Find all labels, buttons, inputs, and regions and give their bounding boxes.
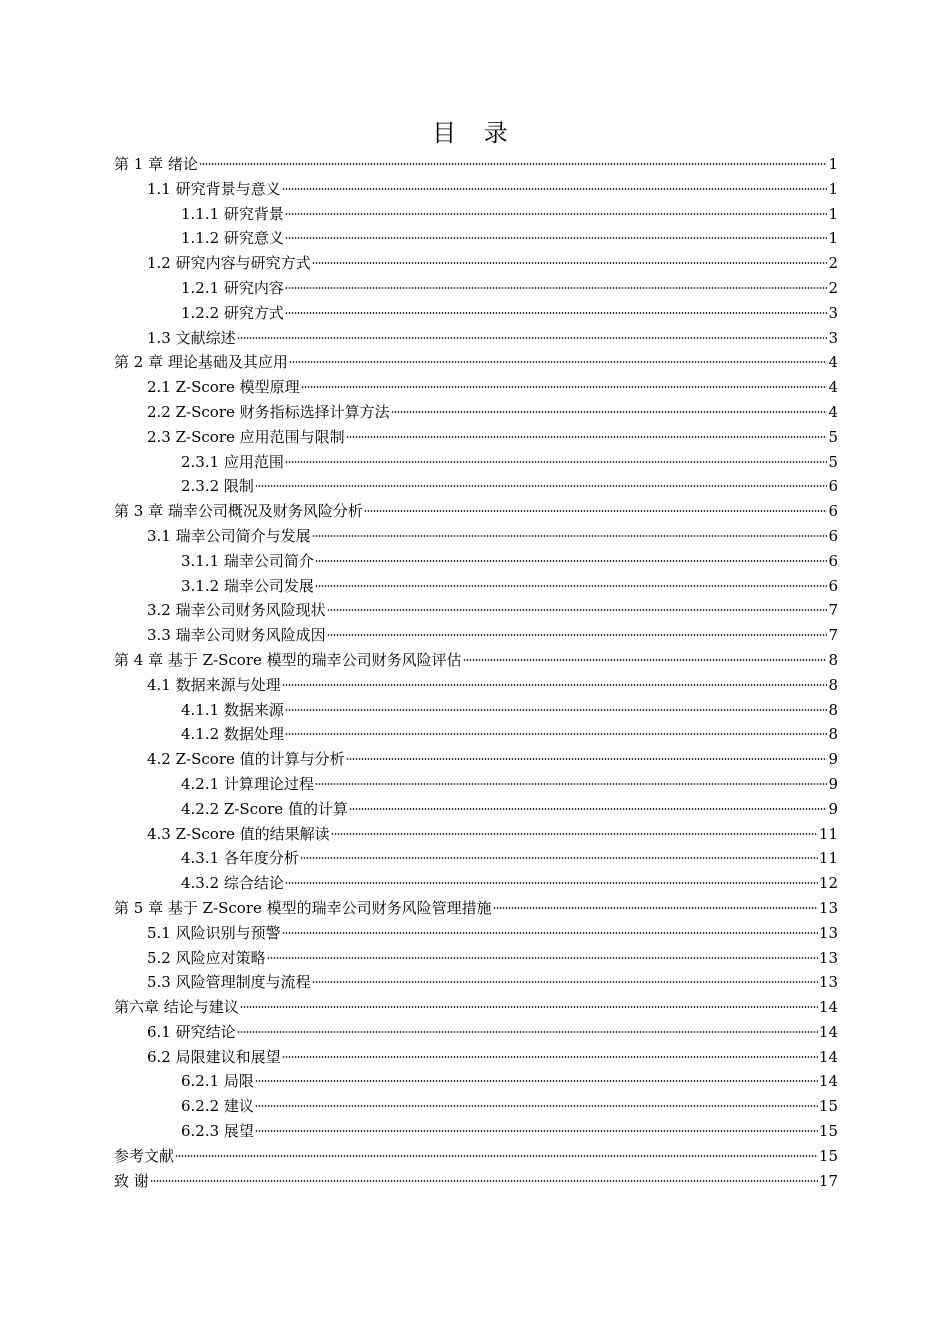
toc-entry[interactable] [114,251,838,276]
toc-entry-page-number: 8 [828,700,838,719]
toc-entry[interactable] [114,970,838,995]
toc-dot-leader [315,585,828,587]
toc-entry-label: 3.1.2 瑞幸公司发展 [181,576,314,595]
toc-entry[interactable] [114,400,838,425]
toc-entry-label: 4.1.2 数据处理 [181,725,284,744]
toc-dot-leader [255,1105,818,1107]
toc-entry-page-number: 9 [828,774,838,793]
toc-dot-leader [285,213,828,215]
toc-entry[interactable] [114,896,838,921]
toc-dot-leader [285,312,828,314]
toc-entry-page-number: 14 [818,998,838,1017]
toc-entry[interactable] [114,152,838,177]
toc-entry-page-number: 1 [828,229,838,248]
toc-entry-label: 2.3.2 限制 [181,477,254,496]
toc-entry-page-number: 5 [828,452,838,471]
toc-entry-page-number: 12 [818,874,838,893]
toc-entry[interactable] [114,772,838,797]
toc-dot-leader [285,461,828,463]
toc-dot-leader [289,361,828,363]
toc-dot-leader [282,932,818,934]
toc-entry-page-number: 6 [828,551,838,570]
toc-entry-label: 3.1 瑞幸公司简介与发展 [147,526,311,545]
toc-entry[interactable] [114,450,838,475]
toc-entry[interactable] [114,698,838,723]
toc-entry-label: 4.3.1 各年度分析 [181,849,299,868]
toc-entry-label: 4.2.2 Z-Score 值的计算 [181,799,348,818]
toc-entry-label: 1.1.1 研究背景 [181,204,284,223]
toc-entry-label: 5.3 风险管理制度与流程 [147,973,311,992]
toc-entry-label: 第 3 章 瑞幸公司概况及财务风险分析 [114,502,363,521]
toc-entry-label: 1.2.1 研究内容 [181,278,284,297]
toc-dot-leader [463,659,828,661]
toc-entry[interactable] [114,375,838,400]
toc-dot-leader [315,560,828,562]
toc-dot-leader [493,907,818,909]
toc-entry-page-number: 17 [818,1171,838,1190]
toc-dot-leader [267,957,818,959]
toc-entry-page-number: 6 [828,526,838,545]
toc-entry-page-number: 14 [818,1022,838,1041]
toc-entry-page-number: 7 [828,626,838,645]
toc-entry-label: 5.2 风险应对策略 [147,948,266,967]
toc-dot-leader [282,188,828,190]
toc-entry-label: 1.1.2 研究意义 [181,229,284,248]
toc-entry[interactable] [114,1045,838,1070]
toc-entry-page-number: 2 [828,254,838,273]
toc-entry-label: 4.2.1 计算理论过程 [181,774,314,793]
toc-entry-page-number: 6 [828,477,838,496]
toc-entry-page-number: 13 [818,948,838,967]
toc-entry-page-number: 3 [828,303,838,322]
toc-entry-label: 2.2 Z-Score 财务指标选择计算方法 [147,402,390,421]
toc-entry[interactable] [114,995,838,1020]
toc-entry[interactable] [114,648,838,673]
toc-entry-label: 2.1 Z-Score 模型原理 [147,378,300,397]
toc-entry-label: 4.3 Z-Score 值的结果解读 [147,824,330,843]
toc-entry-label: 6.2.3 展望 [181,1122,254,1141]
toc-entry-page-number: 4 [828,402,838,421]
toc-entry-page-number: 4 [828,378,838,397]
toc-dot-leader [255,485,828,487]
toc-dot-leader [285,237,828,239]
toc-entry-label: 1.2 研究内容与研究方式 [147,254,311,273]
toc-dot-leader [346,758,828,760]
toc-entry[interactable] [114,474,838,499]
toc-entry-label: 4.1 数据来源与处理 [147,675,281,694]
toc-entry-page-number: 5 [828,427,838,446]
toc-dot-leader [327,609,828,611]
toc-entry-label: 1.2.2 研究方式 [181,303,284,322]
toc-dot-leader [285,882,818,884]
toc-entry[interactable] [114,921,838,946]
toc-dot-leader [285,287,828,289]
toc-entry[interactable] [114,177,838,202]
toc-entry-page-number: 2 [828,278,838,297]
toc-dot-leader [346,436,828,438]
toc-entry[interactable] [114,846,838,871]
toc-entry-page-number: 6 [828,502,838,521]
toc-entry[interactable] [114,1020,838,1045]
toc-entry-label: 4.1.1 数据来源 [181,700,284,719]
toc-entry[interactable] [114,549,838,574]
toc-entry-page-number: 15 [818,1146,838,1165]
toc-entry[interactable] [114,1094,838,1119]
toc-entry-label: 第 2 章 理论基础及其应用 [114,353,288,372]
toc-entry-page-number: 1 [828,204,838,223]
toc-dot-leader [285,709,828,711]
toc-entry-label: 第 1 章 绪论 [114,155,198,173]
toc-entry-page-number: 1 [828,155,838,173]
toc-entry[interactable] [114,425,838,450]
toc-entry[interactable] [114,301,838,326]
toc-entry-label: 4.3.2 综合结论 [181,874,284,893]
toc-entry-label: 3.2 瑞幸公司财务风险现状 [147,601,326,620]
toc-entry[interactable] [114,1069,838,1094]
toc-entry[interactable] [114,226,838,251]
toc-entry-label: 5.1 风险识别与预警 [147,923,281,942]
toc-entry-page-number: 8 [828,675,838,694]
toc-dot-leader [175,1155,818,1157]
toc-dot-leader [237,1031,818,1033]
toc-entry-label: 4.2 Z-Score 值的计算与分析 [147,750,345,769]
toc-entry-page-number: 11 [818,849,838,868]
toc-dot-leader [300,857,818,859]
toc-entry-label: 6.2 局限建议和展望 [147,1047,281,1066]
toc-entry[interactable] [114,822,838,847]
toc-entry-label: 第 5 章 基于 Z-Score 模型的瑞幸公司财务风险管理措施 [114,898,492,917]
toc-entry[interactable] [114,202,838,227]
toc-dot-leader [255,1080,818,1082]
toc-dot-leader [312,981,818,983]
toc-entry[interactable] [114,1144,838,1169]
toc-entry[interactable] [114,871,838,896]
toc-entry-page-number: 6 [828,576,838,595]
toc-entry-page-number: 15 [818,1097,838,1116]
toc-entry[interactable] [114,797,838,822]
toc-dot-leader [282,684,828,686]
toc-entry[interactable] [114,623,838,648]
toc-dot-leader [327,634,828,636]
toc-entry-page-number: 13 [818,923,838,942]
toc-title: 目 录 [432,119,518,147]
toc-entry-label: 第 4 章 基于 Z-Score 模型的瑞幸公司财务风险评估 [114,650,462,669]
toc-list [114,152,838,1193]
toc-dot-leader [391,411,828,413]
toc-entry-label: 6.2.2 建议 [181,1097,254,1116]
toc-entry-page-number: 8 [828,650,838,669]
toc-entry-label: 致 谢 [114,1171,149,1190]
toc-entry[interactable] [114,598,838,623]
toc-entry-label: 1.1 研究背景与意义 [147,179,281,198]
toc-entry[interactable] [114,499,838,524]
toc-entry-page-number: 4 [828,353,838,372]
toc-entry-page-number: 9 [828,799,838,818]
toc-entry-page-number: 14 [818,1072,838,1091]
toc-entry-page-number: 7 [828,601,838,620]
toc-entry[interactable] [114,946,838,971]
toc-entry[interactable] [114,350,838,375]
toc-entry-label: 2.3.1 应用范围 [181,452,284,471]
toc-entry[interactable] [114,276,838,301]
toc-entry[interactable] [114,326,838,351]
toc-dot-leader [301,386,828,388]
toc-entry[interactable] [114,1169,838,1194]
toc-entry-page-number: 13 [818,898,838,917]
toc-entry-page-number: 8 [828,725,838,744]
toc-dot-leader [312,535,828,537]
toc-entry[interactable] [114,722,838,747]
toc-entry-label: 3.1.1 瑞幸公司简介 [181,551,314,570]
toc-entry[interactable] [114,524,838,549]
toc-dot-leader [364,510,828,512]
toc-entry-label: 6.1 研究结论 [147,1022,236,1041]
toc-entry-page-number: 3 [828,328,838,347]
toc-entry-page-number: 1 [828,179,838,198]
toc-dot-leader [285,733,828,735]
toc-entry-label: 1.3 文献综述 [147,328,236,347]
toc-dot-leader [237,337,828,339]
toc-entry[interactable] [114,1119,838,1144]
toc-entry-page-number: 15 [818,1122,838,1141]
toc-dot-leader [199,163,828,165]
toc-entry-page-number: 9 [828,750,838,769]
toc-entry-page-number: 13 [818,973,838,992]
toc-dot-leader [312,262,828,264]
toc-entry-page-number: 14 [818,1047,838,1066]
toc-entry-label: 3.3 瑞幸公司财务风险成因 [147,626,326,645]
toc-dot-leader [240,1006,818,1008]
toc-dot-leader [150,1180,818,1182]
toc-dot-leader [255,1130,818,1132]
toc-entry-label: 2.3 Z-Score 应用范围与限制 [147,427,345,446]
toc-dot-leader [282,1056,818,1058]
toc-dot-leader [349,808,828,810]
toc-entry[interactable] [114,574,838,599]
toc-entry-label: 6.2.1 局限 [181,1072,254,1091]
toc-entry-page-number: 11 [818,824,838,843]
toc-entry[interactable] [114,673,838,698]
toc-entry-label: 第六章 结论与建议 [114,998,239,1017]
toc-entry-label: 参考文献 [114,1146,175,1165]
toc-entry[interactable] [114,747,838,772]
toc-dot-leader [315,783,828,785]
toc-dot-leader [331,833,818,835]
